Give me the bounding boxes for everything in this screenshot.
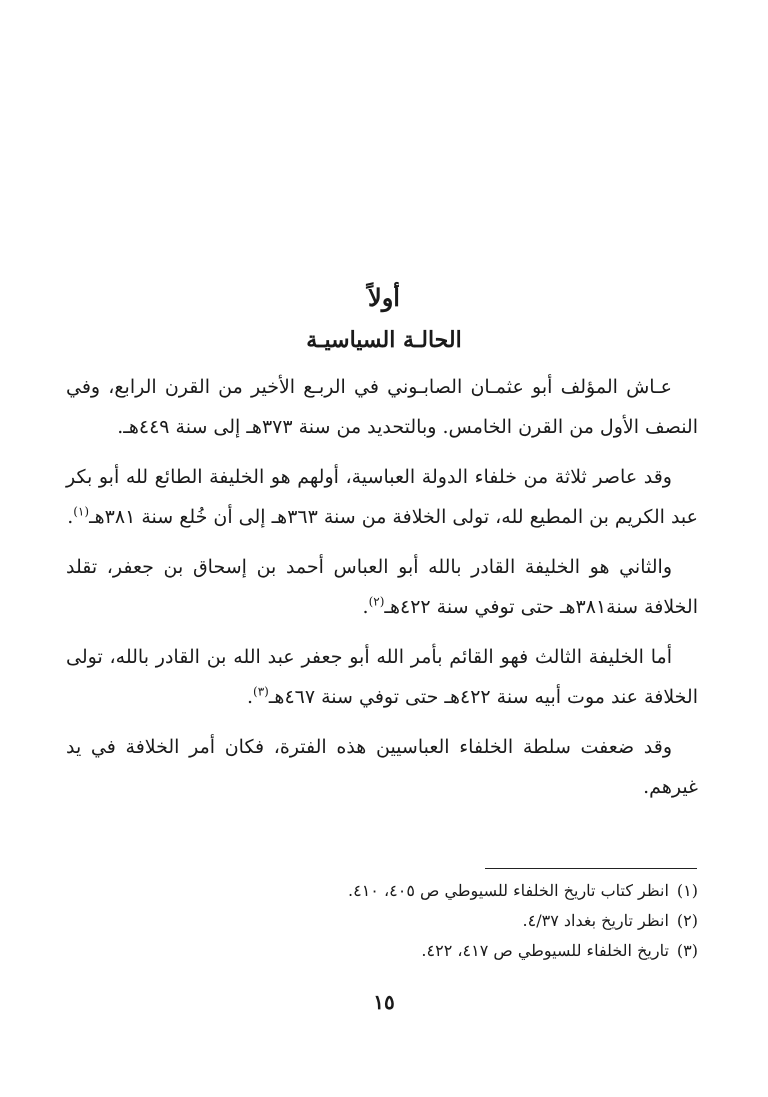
paragraph xyxy=(66,457,698,537)
section-heading: أولاً xyxy=(368,283,400,312)
body-text xyxy=(66,367,698,807)
footnote-text: تاريخ الخلفاء للسيوطي ص ٤١٧، ٤٢٢. xyxy=(421,941,669,960)
footnote-number: (٢) xyxy=(676,911,698,930)
paragraph xyxy=(66,367,698,447)
footnote xyxy=(66,906,698,936)
paragraph-text: وقد ضعفت سلطة الخلفاء العباسيين هذه الفترة، فكان أمر الخلافة في يد غيرهم. xyxy=(66,736,698,798)
page-number: ١٥ xyxy=(373,990,395,1014)
paragraph-text: أما الخليفة الثالث فهو القائم بأمر الله أبو جعفر عبد الله بن القادر بالله، تولى الخلافة عند موت أبيه سنة ٤٢٢هـ حتى توفي سنة ٤٦٧هـ xyxy=(66,646,698,708)
paragraph-text: والثاني هو الخليفة القادر بالله أبو العباس أحمد بن إسحاق بن جعفر، تقلد الخلافة سنة٣٨١هـ حتى توفي سنة ٤٢٢هـ xyxy=(66,556,698,618)
paragraph-text: وقد عاصر ثلاثة من خلفاء الدولة العباسية، أولهم هو الخليفة الطائع لله أبو بكر عبد الكريم بن المطيع لله، تولى الخلافة من سنة ٣٦٣هـ إلى أن خُلع سنة ٣٨١هـ xyxy=(66,466,698,528)
footnote-number: (٣) xyxy=(676,941,698,960)
section-subheading: الحالـة السياسيـة xyxy=(306,327,462,353)
paragraph-text: عـاش المؤلف أبو عثمـان الصابـوني في الربـع الأخير من القرن الرابع، وفي النصف الأول من القرن الخامس. وبالتحديد من سنة ٣٧٣هـ إلى سنة ٤٤٩هـ. xyxy=(66,376,698,438)
paragraph-tail: . xyxy=(362,596,369,618)
footnote-ref: (٣) xyxy=(253,684,269,699)
paragraph xyxy=(66,727,698,807)
footnote-ref: (١) xyxy=(73,504,90,519)
footnote xyxy=(66,876,698,906)
paragraph xyxy=(66,637,698,717)
paragraph-tail: . xyxy=(246,686,254,708)
paragraph-tail: . xyxy=(67,506,74,528)
footnotes xyxy=(66,876,698,966)
paragraph xyxy=(66,547,698,627)
footnote-text: انظر كتاب تاريخ الخلفاء للسيوطي ص ٤٠٥، ٤١٠. xyxy=(348,881,669,900)
footnote-text: انظر تاريخ بغداد ٤/٣٧. xyxy=(522,911,669,930)
footnote-number: (١) xyxy=(676,881,698,900)
footnote-divider xyxy=(485,868,697,869)
footnote xyxy=(66,936,698,966)
footnote-ref: (٢) xyxy=(368,594,385,609)
